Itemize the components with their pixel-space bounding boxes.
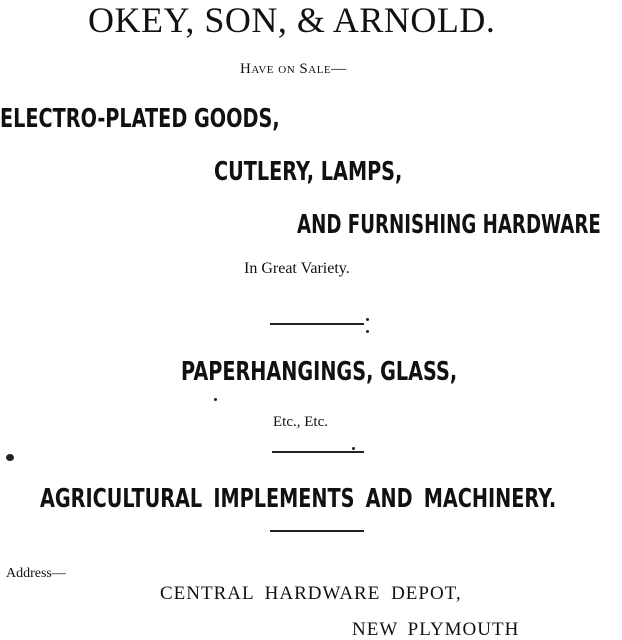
address-label: Address— bbox=[6, 566, 66, 581]
great-variety-text: In Great Variety. bbox=[244, 260, 350, 277]
electro-plated-goods-heading: ELECTRO-PLATED GOODS, bbox=[0, 104, 280, 134]
ink-speck bbox=[366, 330, 369, 333]
furnishing-hardware-heading: AND FURNISHING HARDWARE bbox=[297, 210, 601, 240]
paperhangings-glass-heading: PAPERHANGINGS, GLASS, bbox=[181, 357, 458, 387]
ink-speck bbox=[6, 454, 14, 461]
ink-speck bbox=[214, 398, 217, 401]
address-line-1: CENTRAL HARDWARE DEPOT, bbox=[160, 583, 462, 604]
etc-text: Etc., Etc. bbox=[273, 414, 328, 430]
advert-title: OKEY, SON, & ARNOLD. bbox=[88, 0, 496, 40]
divider-rule-1 bbox=[270, 323, 364, 325]
ink-speck bbox=[352, 447, 355, 450]
agricultural-implements-heading: AGRICULTURAL IMPLEMENTS AND MACHINERY. bbox=[40, 484, 557, 514]
divider-rule-2 bbox=[272, 451, 364, 453]
have-on-sale-text: Have on Sale— bbox=[240, 61, 347, 77]
address-line-2: NEW PLYMOUTH bbox=[352, 619, 520, 640]
divider-rule-3 bbox=[270, 530, 364, 532]
cutlery-lamps-heading: CUTLERY, LAMPS, bbox=[214, 157, 403, 187]
ink-speck bbox=[366, 318, 369, 321]
